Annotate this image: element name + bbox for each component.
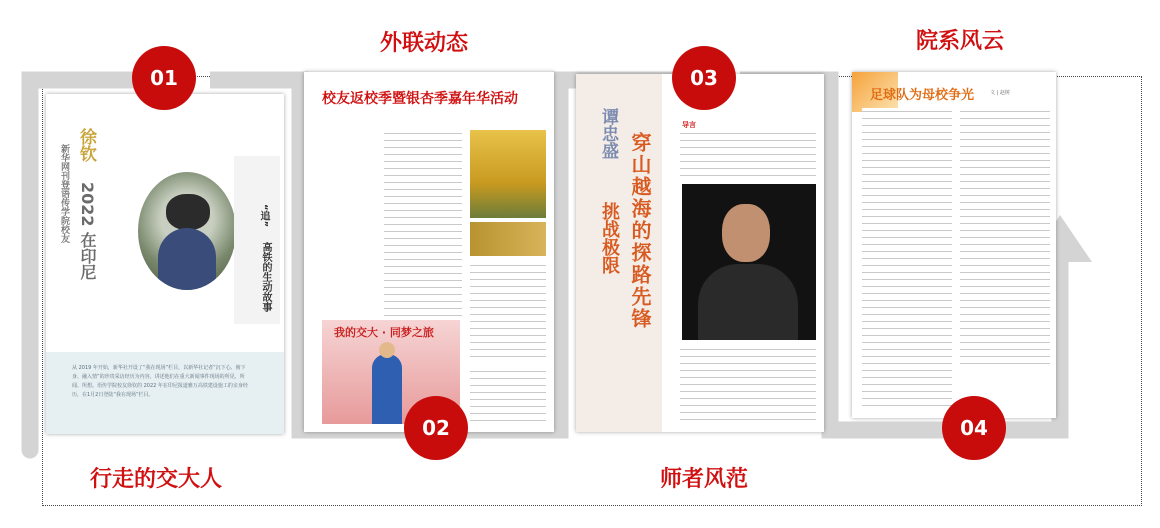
page3-portrait <box>682 184 816 340</box>
article-page-4[interactable] <box>852 72 1056 418</box>
page2-title: 校友返校季暨银杏季嘉年华活动 <box>322 91 518 107</box>
page3-slogan-1: 挑战极限 <box>599 202 620 274</box>
page3-name: 谭忠盛 <box>598 108 618 159</box>
page1-subtitle-pre: “追” <box>258 204 269 228</box>
page2-photo-top <box>470 130 546 218</box>
step-label-01: 行走的交大人 <box>90 467 223 492</box>
step-badge-01: 01 <box>132 46 196 110</box>
article-page-3[interactable] <box>576 74 824 432</box>
article-page-1[interactable] <box>46 94 284 434</box>
page2-banner: 我的交大 · 同梦之旅 <box>334 326 434 339</box>
page1-photo <box>138 172 236 290</box>
page1-subtitle: 高铁的生动故事 <box>260 242 271 312</box>
page3-slogan-2: 穿山越海的探路先锋 <box>628 132 652 330</box>
page1-intro: 从 2019 年开始，新华社开设了“我在现场”栏目，以新华社记者“沉下心、俯下身、融入情”的珍贵采访经历为内容，讲述他们在重大新闻事件现场的所见、所闻、所想。语传学院校友徐钦的 2022 年在印尼报道雅万高铁建设施工的亲身经历，在1月2日登陆“我在现场”栏目。 <box>72 365 248 398</box>
page1-name: 徐钦 <box>76 128 96 162</box>
article-page-2[interactable] <box>304 72 554 432</box>
step-label-04: 院系风云 <box>916 29 1005 54</box>
page4-byline: 文 | 赵树 <box>990 90 1010 96</box>
step-label-02: 外联动态 <box>380 31 469 56</box>
step-badge-02: 02 <box>404 396 468 460</box>
step-badge-04: 04 <box>942 396 1006 460</box>
page1-year-place: 2022 在印尼 <box>78 182 97 281</box>
page1-org: 新华网刊登语传学院校友 <box>59 144 69 243</box>
step-badge-03: 03 <box>672 46 736 110</box>
page4-title: 足球队为母校争光 <box>870 88 975 103</box>
page2-photo-mid <box>470 222 546 256</box>
step-label-03: 师者风范 <box>660 467 749 492</box>
page3-tag: 导言 <box>682 121 696 129</box>
